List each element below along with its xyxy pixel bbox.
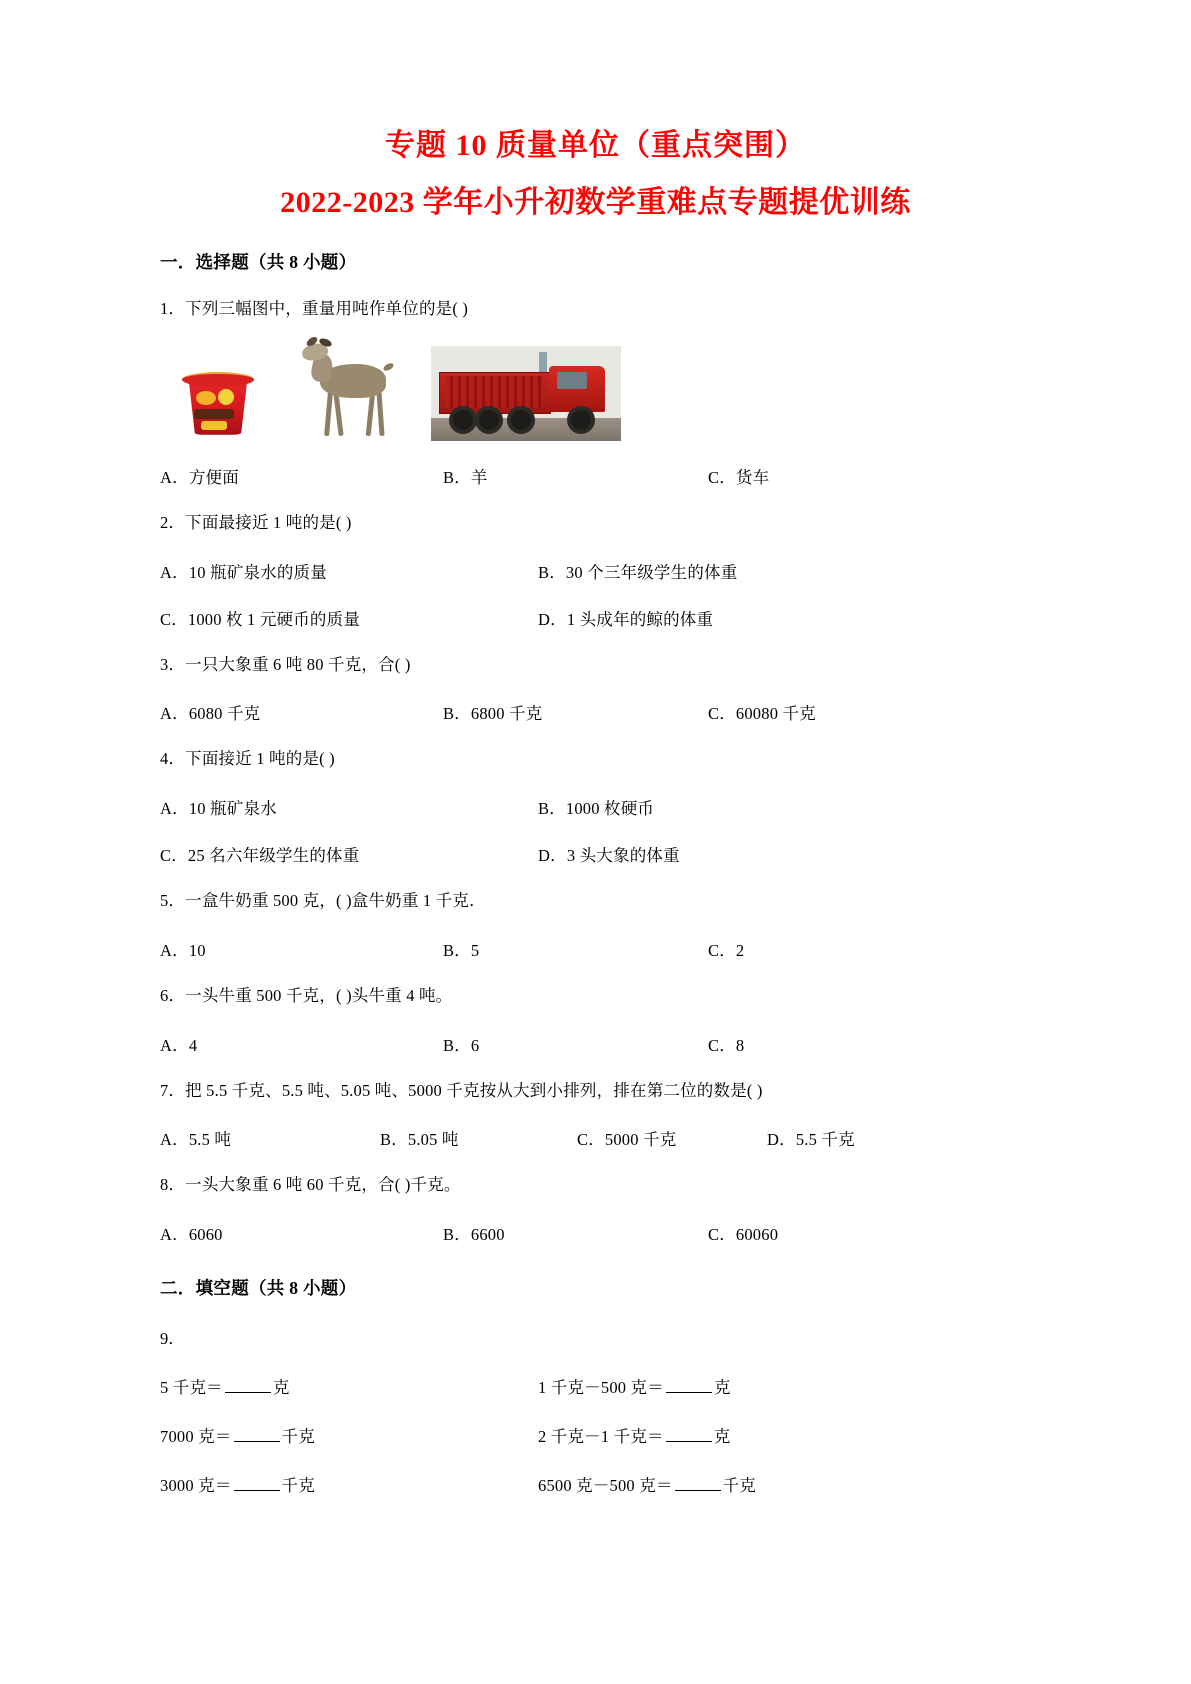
noodle-label-bottom [201, 421, 227, 430]
question-1-option-a[interactable]: A．方便面 [160, 467, 239, 487]
question-4-options-row-1 [160, 795, 1031, 819]
goat-leg [376, 391, 384, 436]
noodle-label-orange [196, 391, 216, 405]
question-8-option-c[interactable]: C．60060 [708, 1225, 779, 1244]
question-2-stem: 2．下面最接近 1 吨的是( ) [160, 512, 352, 532]
question-4-options-row-2 [160, 842, 1031, 866]
question-2-option-b[interactable]: B．30 个三年级学生的体重 [538, 562, 738, 582]
goat-leg [333, 392, 343, 436]
goat-tail [382, 362, 395, 372]
question-8-stem: 8．一头大象重 6 吨 60 千克，合( )千克。 [160, 1175, 461, 1195]
question-6-option-c[interactable]: C．8 [708, 1035, 745, 1055]
question-7-option-b[interactable]: B．5.05 吨 [380, 1130, 459, 1150]
q9-item-1-text-before: 5 千克＝ [160, 1378, 223, 1397]
instant-noodle-cup-image [168, 341, 268, 441]
question-9-item-1 [160, 1374, 538, 1398]
question-3-stem: 3．一只大象重 6 吨 80 千克，合( ) [160, 654, 411, 674]
q9-item-3-blank[interactable] [234, 1425, 280, 1442]
q9-item-5-blank[interactable] [234, 1474, 280, 1491]
page-title-line-2: 2022-2023 学年小升初数学重难点专题提优训练 [280, 186, 911, 219]
question-8-option-a[interactable]: A．6060 [160, 1225, 223, 1244]
goat-leg [324, 392, 333, 436]
section-heading-fill-blank: 二．填空题（共 8 小题） [160, 1278, 357, 1298]
question-4-stem: 4．下面接近 1 吨的是( ) [160, 749, 335, 769]
question-3-option-b[interactable]: B．6800 千克 [443, 704, 543, 724]
page-title-line-1: 专题 10 质量单位（重点突围） [385, 129, 806, 162]
question-9-row-2 [160, 1423, 1031, 1447]
question-4-option-c[interactable]: C．25 名六年级学生的体重 [160, 846, 360, 865]
question-5-stem: 5．一盒牛奶重 500 克，( )盒牛奶重 1 千克． [160, 891, 486, 910]
question-6-stem: 6．一头牛重 500 千克，( )头牛重 4 吨。 [160, 985, 453, 1005]
goat-image [286, 336, 411, 441]
question-7-option-d[interactable]: D．5.5 千克 [767, 1130, 855, 1150]
question-2-option-d[interactable]: D．1 头成年的鲸的体重 [538, 609, 714, 629]
q9-item-1-text-after: 克 [272, 1378, 290, 1397]
q9-item-2-text-after: 克 [713, 1378, 731, 1397]
question-9-item-4 [538, 1423, 730, 1447]
question-1-option-c[interactable]: C．货车 [708, 467, 770, 487]
truck-wheel [449, 406, 477, 434]
q9-item-6-text-before: 6500 克－500 克＝ [538, 1476, 673, 1495]
question-6-option-a[interactable]: A．4 [160, 1035, 198, 1055]
question-9-item-3 [160, 1423, 538, 1447]
question-3-option-c[interactable]: C．60080 千克 [708, 704, 816, 724]
question-7-options [160, 1126, 1031, 1150]
question-3-options [160, 700, 1031, 724]
question-4-option-a[interactable]: A．10 瓶矿泉水 [160, 799, 277, 818]
q9-item-6-blank[interactable] [675, 1474, 721, 1491]
question-9-item-5 [160, 1472, 538, 1496]
question-3-option-a[interactable]: A．6080 千克 [160, 704, 261, 724]
question-9-row-1 [160, 1374, 1031, 1398]
question-8-options [160, 1221, 1031, 1245]
question-7-option-a[interactable]: A．5.5 吨 [160, 1130, 232, 1150]
noodle-cup-lid [182, 372, 254, 387]
question-7-option-c[interactable]: C．5000 千克 [577, 1130, 677, 1150]
question-1-image-strip [160, 336, 1031, 441]
q9-item-5-text-before: 3000 克＝ [160, 1476, 232, 1495]
dump-truck-image [431, 346, 621, 441]
q9-item-2-text-before: 1 千克－500 克＝ [538, 1378, 664, 1397]
q9-item-6-text-after: 千克 [722, 1476, 757, 1495]
q9-item-1-blank[interactable] [225, 1376, 271, 1393]
q9-item-3-text-after: 千克 [281, 1427, 315, 1446]
truck-bed-ribs [445, 376, 543, 408]
question-4-option-b[interactable]: B．1000 枚硬币 [538, 799, 655, 818]
truck-wheel [475, 406, 503, 434]
question-9-label: 9． [160, 1329, 185, 1348]
question-9-row-3 [160, 1472, 1031, 1496]
question-6-options [160, 1032, 1031, 1056]
question-5-option-a[interactable]: A．10 [160, 940, 206, 960]
question-5-option-b[interactable]: B．5 [443, 940, 480, 960]
question-6-option-b[interactable]: B．6 [443, 1035, 480, 1055]
truck-wheel [567, 406, 595, 434]
question-1-options [160, 464, 1031, 488]
q9-item-4-text-before: 2 千克－1 千克＝ [538, 1427, 664, 1446]
truck-window [557, 372, 587, 389]
question-4-option-d[interactable]: D．3 头大象的体重 [538, 846, 680, 865]
question-2-option-c[interactable]: C．1000 枚 1 元硬币的质量 [160, 609, 361, 629]
noodle-label-dark [194, 409, 234, 419]
question-5-options [160, 937, 1031, 961]
section-heading-choice: 一．选择题（共 8 小题） [160, 252, 357, 272]
question-9-item-2 [538, 1374, 731, 1398]
question-5-option-c[interactable]: C．2 [708, 940, 745, 960]
question-2-options-row-2 [160, 606, 1031, 630]
question-9-item-6 [538, 1472, 756, 1496]
question-1-stem: 1．下列三幅图中，重量用吨作单位的是( ) [160, 299, 469, 318]
q9-item-4-text-after: 克 [713, 1427, 731, 1446]
question-2-option-a[interactable]: A．10 瓶矿泉水的质量 [160, 562, 327, 582]
q9-item-4-blank[interactable] [666, 1425, 712, 1442]
question-8-option-b[interactable]: B．6600 [443, 1225, 505, 1244]
document-title-block [160, 0, 1031, 221]
q9-item-2-blank[interactable] [666, 1376, 712, 1393]
q9-item-5-text-after: 千克 [281, 1476, 315, 1495]
question-2-options-row-1 [160, 559, 1031, 583]
truck-wheel [507, 406, 535, 434]
question-7-stem: 7．把 5.5 千克、5.5 吨、5.05 吨、5000 千克按从大到小排列，排在第二位的数是( ) [160, 1080, 763, 1100]
q9-item-3-text-before: 7000 克＝ [160, 1427, 232, 1446]
question-1-option-b[interactable]: B．羊 [443, 467, 488, 487]
noodle-label-yellow [218, 389, 234, 405]
